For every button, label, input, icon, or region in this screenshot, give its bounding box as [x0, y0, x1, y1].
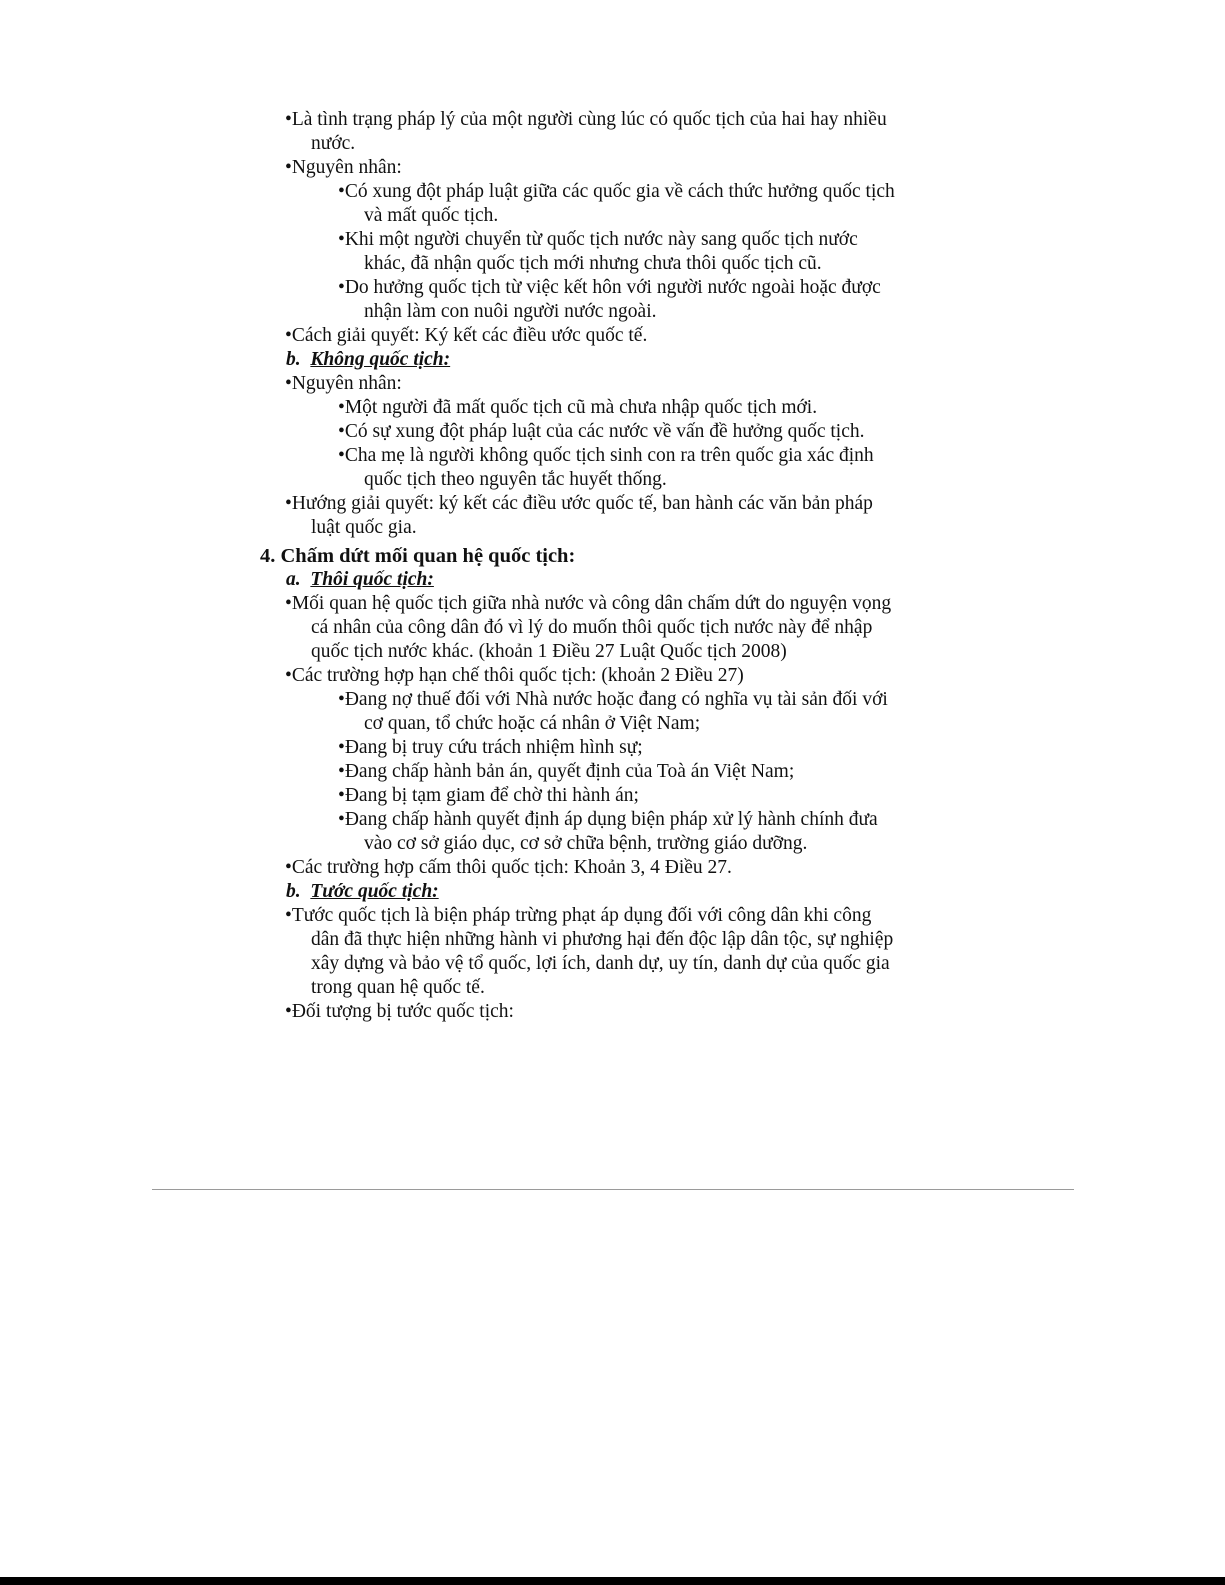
list-item: •Có sự xung đột pháp luật của các nước về vấn đề hưởng quốc tịch. [338, 421, 865, 442]
list-item: •Cha mẹ là người không quốc tịch sinh con ra trên quốc gia xác định quốc tịch theo nguyên tắc huyết thống. [338, 445, 874, 490]
list-item: •Hướng giải quyết: ký kết các điều ước quốc tế, ban hành các văn bản pháp luật quốc gia. [285, 493, 873, 538]
list-item: •Một người đã mất quốc tịch cũ mà chưa nhập quốc tịch mới. [338, 397, 818, 418]
list-item: •Đang chấp hành quyết định áp dụng biện pháp xử lý hành chính đưa vào cơ sở giáo dục, cơ sở chữa bệnh, trường giáo dưỡng. [338, 809, 878, 854]
list-item: •Cách giải quyết: Ký kết các điều ước quốc tế. [285, 325, 648, 346]
list-item: •Đang nợ thuế đối với Nhà nước hoặc đang có nghĩa vụ tài sản đối với cơ quan, tổ chức hoặc cá nhân ở Việt Nam; [338, 689, 888, 734]
document-body [260, 108, 950, 1024]
subsection-heading: b. Tước quốc tịch: [286, 881, 439, 902]
bottom-edge-band [0, 1577, 1225, 1585]
list-item: •Đang chấp hành bản án, quyết định của Toà án Việt Nam; [338, 761, 795, 782]
list-item: •Là tình trạng pháp lý của một người cùng lúc có quốc tịch của hai hay nhiều nước. [285, 109, 887, 154]
list-item: •Có xung đột pháp luật giữa các quốc gia về cách thức hưởng quốc tịch và mất quốc tịch. [338, 181, 895, 226]
subsection-heading: b. Không quốc tịch: [286, 349, 451, 370]
section-heading: 4. Chấm dứt mối quan hệ quốc tịch: [260, 545, 576, 567]
list-item: •Tước quốc tịch là biện pháp trừng phạt áp dụng đối với công dân khi công dân đã thực hiện những hành vi phương hại đến độc lập dân tộc, sự nghiệp xây dựng và bảo vệ tổ quốc, lợi ích, danh dự, uy tín, danh dự của quốc gia trong quan hệ quốc tế. [285, 905, 894, 998]
list-item: •Nguyên nhân: [285, 157, 402, 178]
list-item: •Do hưởng quốc tịch từ việc kết hôn với người nước ngoài hoặc được nhận làm con nuôi người nước ngoài. [338, 277, 881, 322]
page-separator [152, 1189, 1074, 1190]
list-item: •Đối tượng bị tước quốc tịch: [285, 1001, 514, 1022]
list-item: •Khi một người chuyển từ quốc tịch nước này sang quốc tịch nước khác, đã nhận quốc tịch mới nhưng chưa thôi quốc tịch cũ. [338, 229, 858, 274]
list-item: •Nguyên nhân: [285, 373, 402, 394]
list-item: •Các trường hợp hạn chế thôi quốc tịch: (khoản 2 Điều 27) [285, 665, 744, 686]
list-item: •Đang bị tạm giam để chờ thi hành án; [338, 785, 639, 806]
list-item: •Mối quan hệ quốc tịch giữa nhà nước và công dân chấm dứt do nguyện vọng cá nhân của công dân đó vì lý do muốn thôi quốc tịch nước này để nhập quốc tịch nước khác. (khoản 1 Điều 27 Luật Quốc tịch 2008) [285, 593, 892, 662]
list-item: •Các trường hợp cấm thôi quốc tịch: Khoản 3, 4 Điều 27. [285, 857, 732, 878]
list-item: •Đang bị truy cứu trách nhiệm hình sự; [338, 737, 643, 758]
subsection-heading: a. Thôi quốc tịch: [286, 569, 434, 590]
